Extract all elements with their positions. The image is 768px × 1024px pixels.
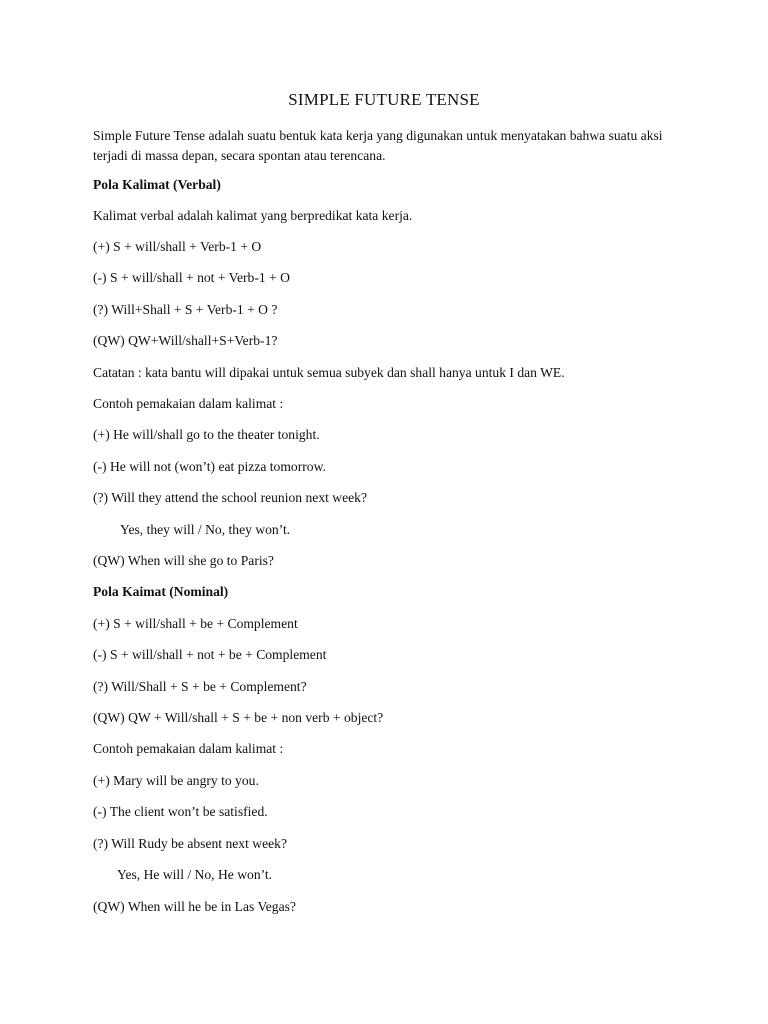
nominal-positive-pattern: (+) S + will/shall + be + Complement	[93, 616, 298, 631]
nominal-example-positive: (+) Mary will be angry to you.	[93, 773, 259, 788]
verbal-positive-pattern: (+) S + will/shall + Verb-1 + O	[93, 239, 262, 254]
verbal-example-qw: (QW) When will she go to Paris?	[93, 553, 274, 568]
verbal-qw-pattern: (QW) QW+Will/shall+S+Verb-1?	[93, 333, 278, 348]
verbal-example-negative: (-) He will not (won’t) eat pizza tomorrow.	[93, 459, 326, 474]
nominal-example-answer: Yes, He will / No, He won’t.	[117, 867, 273, 882]
verbal-heading: Pola Kalimat (Verbal)	[93, 177, 221, 192]
nominal-example-negative: (-) The client won’t be satisfied.	[93, 804, 268, 819]
verbal-example-question: (?) Will they attend the school reunion next week?	[93, 490, 368, 505]
page-title: SIMPLE FUTURE TENSE	[288, 90, 480, 109]
verbal-example-answer: Yes, they will / No, they won’t.	[120, 522, 291, 537]
nominal-heading: Pola Kaimat (Nominal)	[93, 584, 229, 599]
verbal-examples-label: Contoh pemakaian dalam kalimat :	[93, 396, 284, 411]
nominal-qw-pattern: (QW) QW + Will/shall + S + be + non verb + object?	[93, 710, 384, 725]
nominal-question-pattern: (?) Will/Shall + S + be + Complement?	[93, 679, 307, 694]
verbal-negative-pattern: (-) S + will/shall + not + Verb-1 + O	[93, 270, 290, 285]
verbal-example-positive: (+) He will/shall go to the theater tonight.	[93, 427, 320, 442]
nominal-example-question: (?) Will Rudy be absent next week?	[93, 836, 287, 851]
nominal-negative-pattern: (-) S + will/shall + not + be + Complement	[93, 647, 327, 662]
nominal-example-qw: (QW) When will he be in Las Vegas?	[93, 899, 296, 914]
verbal-definition: Kalimat verbal adalah kalimat yang berpredikat kata kerja.	[93, 208, 413, 223]
verbal-note: Catatan : kata bantu will dipakai untuk semua subyek dan shall hanya untuk I dan WE.	[93, 365, 565, 380]
intro-paragraph: Simple Future Tense adalah suatu bentuk kata kerja yang digunakan untuk menyatakan bahwa suatu aksi terjadi di massa depan, secara spontan atau terencana.	[93, 128, 663, 163]
verbal-question-pattern: (?) Will+Shall + S + Verb-1 + O ?	[93, 302, 278, 317]
nominal-examples-label: Contoh pemakaian dalam kalimat :	[93, 741, 284, 756]
